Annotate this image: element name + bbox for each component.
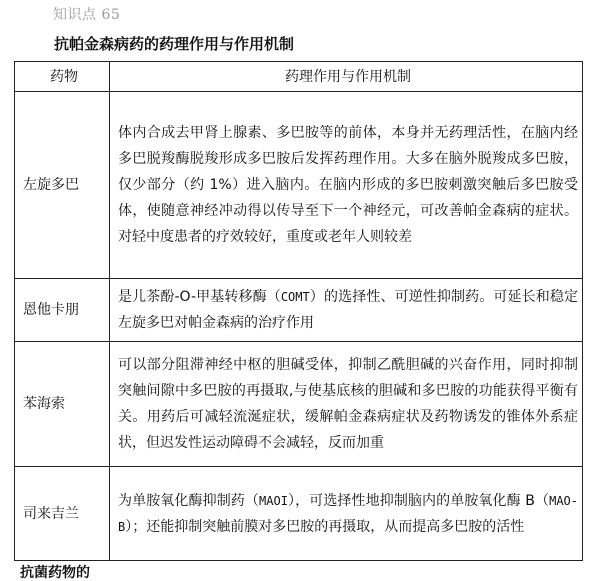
column-header-mechanism: 药理作用与作用机制 bbox=[110, 62, 583, 92]
enzyme-abbreviation: MAO-B bbox=[118, 493, 578, 534]
mechanism-text: 为单胺氧化酶抑制药（ bbox=[118, 492, 260, 509]
table-row bbox=[15, 342, 583, 467]
drug-name-cell: 恩他卡朋 bbox=[15, 279, 110, 342]
table-row bbox=[15, 467, 583, 561]
drug-mechanism-table bbox=[14, 61, 583, 561]
mechanism-cell: 体内合成去甲肾上腺素、多巴胺等的前体，本身并无药理活性，在脑内经多巴脱羧酶脱羧形成多巴胺后发挥药理作用。大多在脑外脱羧成多巴胺，仅少部分（约 1%）进入脑内。在脑内形成的多巴胺刺激突触后多巴胺受体，使随意神经冲动得以传导至下一个神经元，可改善帕金森病的症状。对轻中度患者的疗效较好，重度或老年人则较差 bbox=[110, 92, 583, 279]
mechanism-text: ）；还能抑制突触前膜对多巴胺的再摄取，从而提高多巴胺的活性 bbox=[125, 518, 525, 535]
mechanism-text: ），可选择性地抑制脑内的单胺氧化酶 B（ bbox=[287, 492, 550, 509]
mechanism-cell bbox=[110, 279, 583, 342]
mechanism-text: ）的选择性、可逆性抑制药。可延长和稳定左旋多巴对帕金森病的治疗作用 bbox=[118, 289, 578, 331]
section-title: 抗帕金森病药的药理作用与作用机制 bbox=[54, 35, 295, 53]
enzyme-abbreviation: MAOI bbox=[259, 493, 288, 508]
enzyme-abbreviation: COMT bbox=[280, 290, 310, 304]
table-row bbox=[15, 92, 583, 279]
drug-name-cell: 左旋多巴 bbox=[15, 92, 110, 279]
column-header-drug: 药物 bbox=[15, 62, 110, 92]
table-row bbox=[15, 279, 583, 342]
drug-name-cell: 苯海索 bbox=[15, 342, 110, 467]
mechanism-cell bbox=[110, 467, 583, 561]
next-section-heading: 抗菌药物的 bbox=[20, 565, 90, 581]
mechanism-cell: 可以部分阻滞神经中枢的胆碱受体，抑制乙酰胆碱的兴奋作用，同时抑制突触间隙中多巴胺的再摄取,与使基底核的胆碱和多巴胺的功能获得平衡有关。用药后可减轻流涎症状，缓解帕金森病症状及药物诱发的锥体外系症状，但迟发性运动障碍不会减轻，反而加重 bbox=[110, 342, 583, 467]
table-header-row bbox=[15, 62, 583, 92]
next-section-heading-cutoff bbox=[20, 565, 150, 581]
drug-name-cell: 司来吉兰 bbox=[15, 467, 110, 561]
knowledge-point-label: 知识点 65 bbox=[53, 7, 121, 23]
mechanism-text: 是儿茶酚-O-甲基转移酶（ bbox=[118, 289, 281, 305]
